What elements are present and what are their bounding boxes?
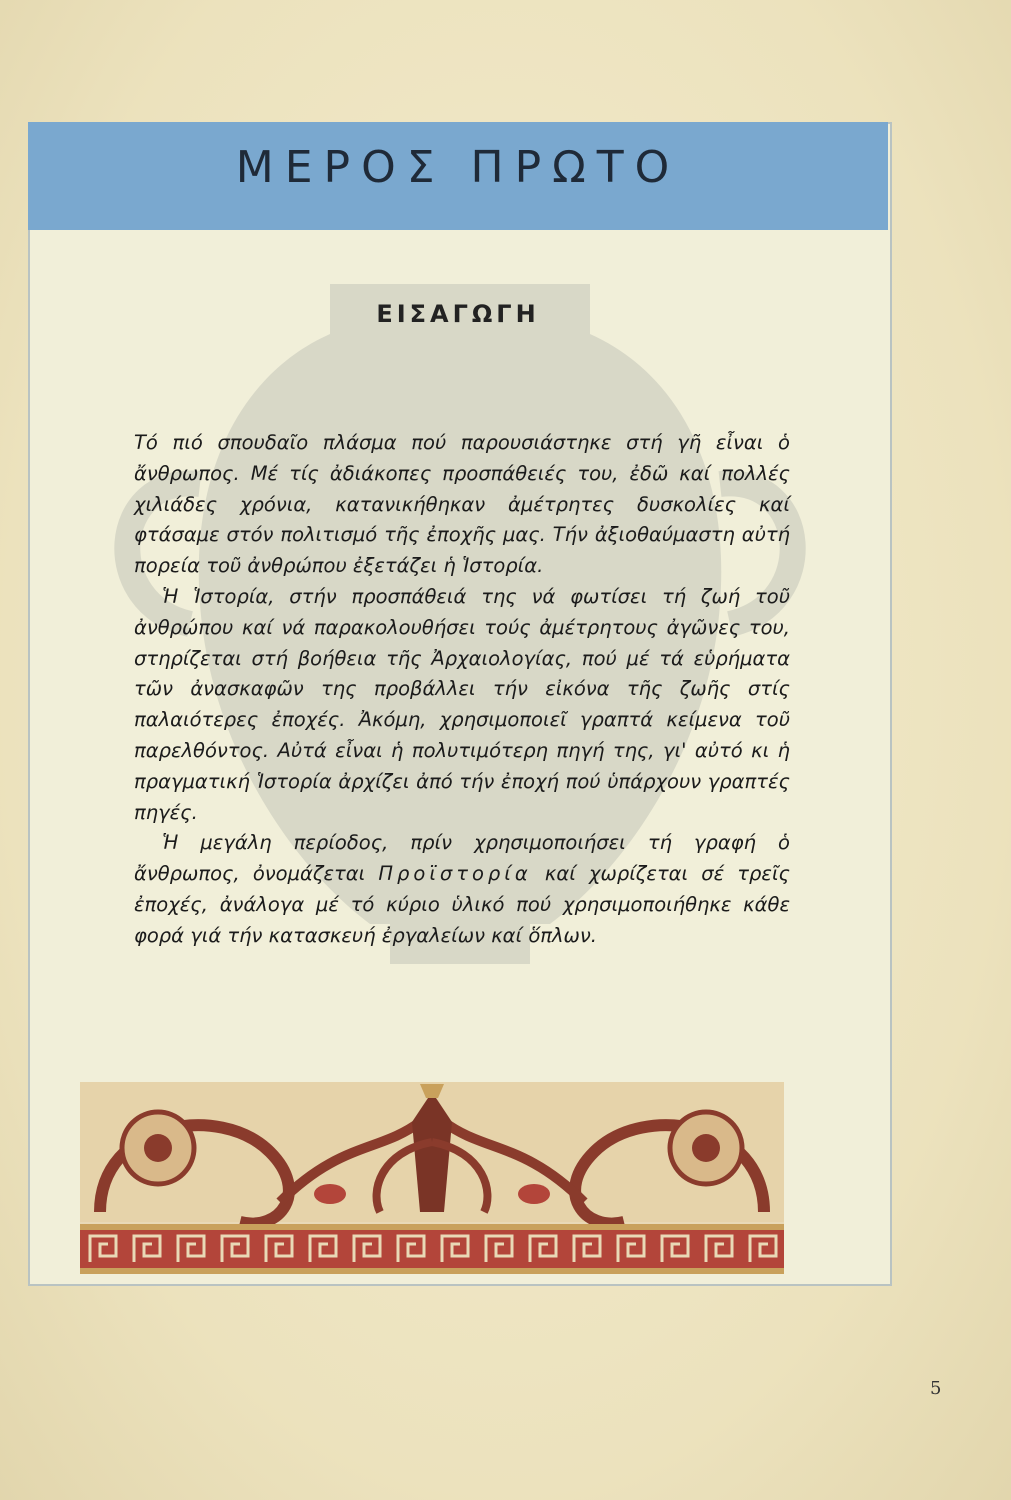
paragraph-3 (134, 828, 790, 951)
body-text (134, 428, 790, 952)
paragraph-3-start: Ἡ μεγάλη περίοδος, πρίν χρησιμοποιήσει τή γραφή ὁ ἄνθρωπος, ὀνομάζεται (134, 831, 790, 886)
prehistory-term: Προϊστορία (378, 862, 532, 886)
ornament-frieze (80, 1082, 784, 1274)
section-title: ΕΙΣΑΓΩΓΗ (376, 300, 540, 328)
paragraph-3-end: καί χωρίζεται σέ τρεῖς ἐποχές, ἀνάλογα μέ τό κύριο ὑλικό πού χρησιμοποιήθηκε κάθε φορά γιά τήν κατασκευή ἐργαλείων καί ὅπλων. (134, 862, 790, 947)
paragraph-1: Τό πιό σπουδαῖο πλάσμα πού παρουσιάστηκε στή γῆ εἶναι ὁ ἄνθρωπος. Μέ τίς ἀδιάκοπες προσπάθειές του, ἐδῶ καί πολλές χιλιάδες χρόνια, κατανικήθηκαν ἀμέτρητες δυσκολίες καί φτάσαμε στόν πολιτισμό τῆς ἐποχῆς μας. Τήν ἀξιοθαύμαστη αὐτή πορεία τοῦ ἀνθρώπου ἐξετάζει ἡ Ἱστορία. (134, 431, 790, 578)
page-number: 5 (930, 1378, 942, 1399)
palmette-frieze-illustration (80, 1082, 784, 1274)
paragraph-2: Ἡ Ἱστορία, στήν προσπάθειά της νά φωτίσει τή ζωή τοῦ ἀνθρώπου καί νά παρακολουθήσει τούς ἀμέτρητους ἀγῶνες του, στηρίζεται στή βοήθεια τῆς Ἀρχαιολογίας, πού μέ τά εὑρήματα τῶν ἀνασκαφῶν της προβάλλει τήν εἰκόνα τῆς ζωῆς στίς παλαιότερες ἐποχές. Ἀκόμη, χρησιμοποιεῖ γραπτά κείμενα τοῦ παρελθόντος. Αὐτά εἶναι ἡ πολυτιμότερη πηγή της, γι' αὐτό κι ἡ πραγματική Ἱστορία ἀρχίζει ἀπό τήν ἐποχή πού ὑπάρχουν γραπτές πηγές. (134, 584, 790, 824)
part-title: ΜΕΡΟΣ ΠΡΩΤΟ (235, 142, 681, 193)
